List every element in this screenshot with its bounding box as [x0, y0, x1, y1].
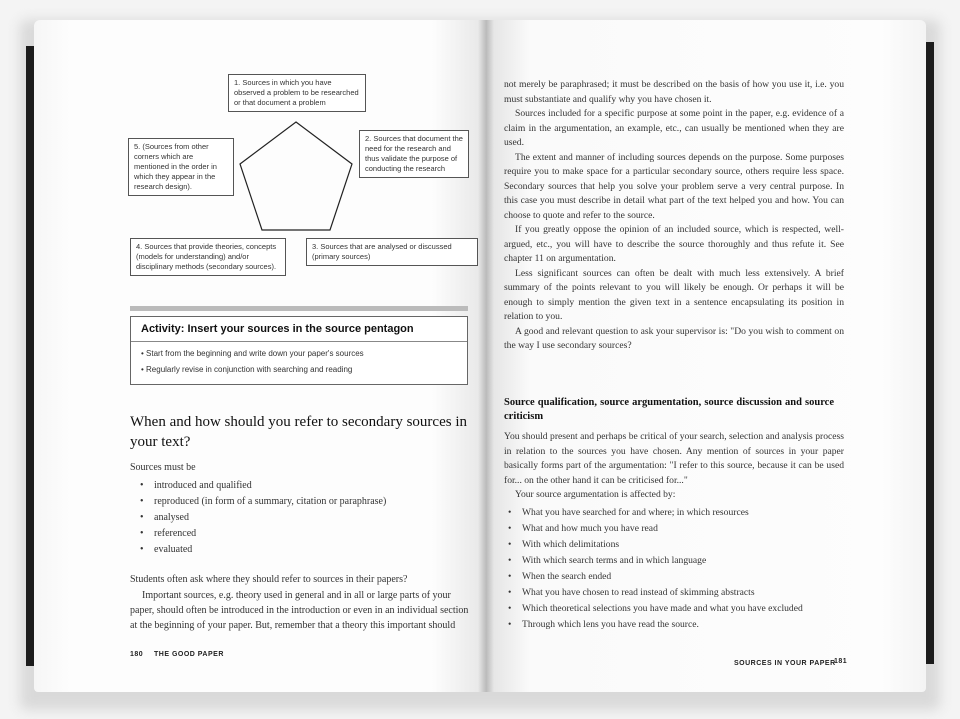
list-item: • Through which lens you have read the source.: [508, 617, 844, 633]
pentagon-box-3: 3. Sources that are analysed or discussed (primary sources): [306, 238, 478, 266]
body-paragraph: Students often ask where they should refer to sources in their papers?: [130, 574, 408, 585]
running-footer: THE GOOD PAPER: [154, 651, 224, 658]
sources-bullet-list: [140, 478, 460, 558]
list-item: • With which search terms and in which language: [508, 553, 844, 569]
running-footer: SOURCES IN YOUR PAPER: [734, 660, 836, 667]
body-paragraph: If you greatly oppose the opinion of an included source, which is respected, well-argued, etc., you will have to describe the source thoroughly and thus refute it. See chapter 11 on argumentation.: [504, 224, 844, 264]
pentagon-box-4: 4. Sources that provide theories, concepts (models for understanding) and/or disciplinary methods (secondary sources).: [130, 238, 286, 276]
subheading: Source qualification, source argumentation, source discussion and source criticism: [504, 397, 834, 422]
activity-item: • Regularly revise in conjunction with searching and reading: [141, 362, 457, 378]
pentagon-box-5: 5. (Sources from other corners which are mentioned in the order in which they appear in the research design).: [128, 138, 234, 196]
body-paragraph: Important sources, e.g. theory used in general and in all or large parts of your paper, should often be introduced in the introduction or even in an individual section at the beginning of your paper. But, remember that a theory this important should: [130, 590, 469, 631]
activity-item: • Start from the beginning and write down your paper's sources: [141, 346, 457, 362]
body-paragraph: Less significant sources can often be dealt with much less extensively. A brief summary of the points relevant to you will likely be enough. Or perhaps it will be enough to simply mention the given text in a sentence encapsulating its position in relation to you.: [504, 267, 844, 322]
page-number: 180: [130, 651, 144, 658]
list-item: • When the search ended: [508, 569, 844, 585]
section-rule: [130, 306, 468, 311]
body-text: [504, 78, 844, 354]
body-paragraph: Your source argumentation is affected by:: [515, 489, 676, 500]
left-page: [34, 20, 486, 692]
activity-title: Activity: Insert your sources in the source pentagon: [131, 317, 467, 342]
body-paragraph: not merely be paraphrased; it must be described on the basis of how you use it, i.e. you must substantiate and qualify why you have chosen it.: [504, 79, 844, 105]
source-pentagon: [234, 118, 358, 236]
list-item: • What you have searched for and where; in which resources: [508, 505, 844, 521]
section-heading: When and how should you refer to secondary sources in your text?: [130, 414, 467, 450]
argumentation-bullet-list: [508, 505, 844, 633]
right-page: [486, 20, 926, 692]
list-item: • analysed: [140, 510, 460, 526]
pentagon-box-2: 2. Sources that document the need for the research and thus validate the purpose of conducting the research: [359, 130, 469, 178]
list-item: • Which theoretical selections you have made and what you have excluded: [508, 601, 844, 617]
list-item: • evaluated: [140, 542, 460, 558]
cover-edge-left: [26, 46, 34, 666]
body-text-2: [504, 430, 844, 503]
body-paragraph: You should present and perhaps be critical of your search, selection and analysis process in relation to the sources you have chosen. Any mention of sources in your paper basically forms part of the argumentation: "I refer to this source, because it can be used for... on the other hand it can be criticised for...": [504, 431, 844, 486]
list-item: • reproduced (in form of a summary, citation or paraphrase): [140, 494, 460, 510]
list-item: • referenced: [140, 526, 460, 542]
page-number: 181: [834, 658, 848, 665]
pentagon-box-1: 1. Sources in which you have observed a problem to be researched or that document a problem: [228, 74, 366, 112]
body-paragraph: Sources included for a specific purpose at some point in the paper, e.g. evidence of a claim in the argumentation, an example, etc., can usually be mentioned when they are used.: [504, 108, 844, 148]
sources-intro: Sources must be: [130, 462, 196, 473]
list-item: • What you have chosen to read instead of skimming abstracts: [508, 585, 844, 601]
activity-box: [130, 316, 468, 385]
body-paragraph: The extent and manner of including sources depends on the purpose. Some purposes require you to make space for a particular secondary source, others require less space. Secondary sources that help you solve your problem serve a very central purpose. In this case you must describe in detail what part of the text helped you and how. You can choose to quote and refer to the source.: [504, 151, 844, 221]
list-item: • introduced and qualified: [140, 478, 460, 494]
list-item: • What and how much you have read: [508, 521, 844, 537]
body-paragraph: A good and relevant question to ask your supervisor is: "Do you wish to comment on the way I use secondary sources?: [504, 325, 844, 351]
book-gutter: [478, 20, 494, 692]
list-item: • With which delimitations: [508, 537, 844, 553]
